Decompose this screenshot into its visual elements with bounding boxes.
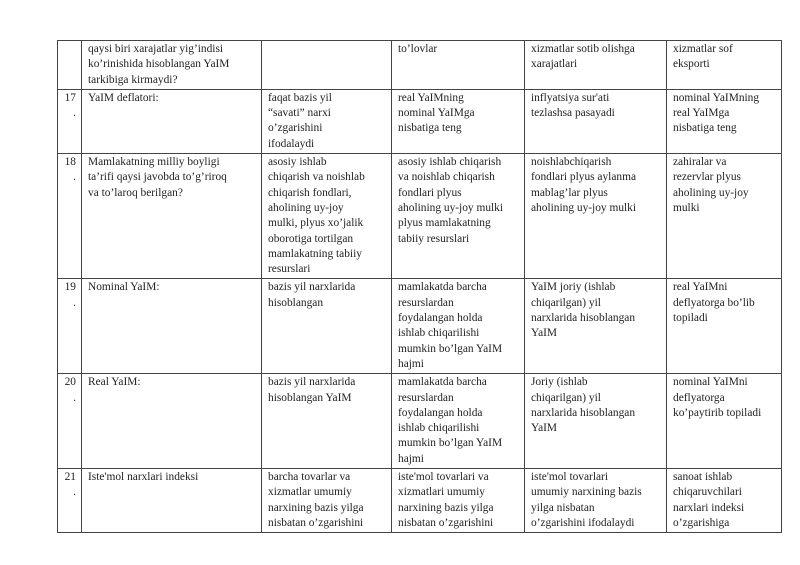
answer-option-c: iste'mol tovarlari umumiy narxining bazis yilga nisbatan o’zgarishini ifodalaydi	[525, 469, 667, 533]
answer-option-b: to’lovlar	[392, 41, 525, 90]
question-text: qaysi biri xarajatlar yig’indisi ko’rinishida hisoblangan YaIM tarkibiga kirmaydi?	[82, 41, 262, 90]
table-row	[58, 374, 782, 469]
question-text: Mamlakatning milliy boyligi ta’rifi qaysi javobda to’g’riroq va to’laroq berilgan?	[82, 154, 262, 279]
answer-option-c: YaIM joriy (ishlab chiqarilgan) yil narxlarida hisoblangan YaIM	[525, 279, 667, 374]
table-row	[58, 469, 782, 533]
answer-option-b: real YaIMning nominal YaIMga nisbatiga teng	[392, 89, 525, 153]
question-text: Nominal YaIM:	[82, 279, 262, 374]
question-number: 20.	[58, 374, 82, 469]
answer-option-b: mamlakatda barcha resurslardan foydalangan holda ishlab chiqarilishi mumkin bo’lgan YaIM hajmi	[392, 374, 525, 469]
answer-option-a: bazis yil narxlarida hisoblangan YaIM	[262, 374, 392, 469]
question-text: Iste'mol narxlari indeksi	[82, 469, 262, 533]
table-row	[58, 89, 782, 153]
answer-option-a: bazis yil narxlarida hisoblangan	[262, 279, 392, 374]
answer-option-a: asosiy ishlab chiqarish va noishlab chiqarish fondlari, aholining uy-joy mulki, plyus xo’jalik oborotiga tortilgan mamlakatning tabiiy resurslari	[262, 154, 392, 279]
table-row	[58, 41, 782, 90]
answer-option-a	[262, 41, 392, 90]
answer-option-d: sanoat ishlab chiqaruvchilari narxlari indeksi o’zgarishiga	[667, 469, 782, 533]
answer-option-d: xizmatlar sof eksporti	[667, 41, 782, 90]
question-table	[57, 40, 782, 533]
answer-option-d: zahiralar va rezervlar plyus aholining uy-joy mulki	[667, 154, 782, 279]
table-row	[58, 154, 782, 279]
answer-option-d: nominal YaIMni deflyatorga ko’paytirib topiladi	[667, 374, 782, 469]
question-text: Real YaIM:	[82, 374, 262, 469]
table-row	[58, 279, 782, 374]
answer-option-c: inflyatsiya sur'ati tezlashsa pasayadi	[525, 89, 667, 153]
answer-option-d: real YaIMni deflyatorga bo’lib topiladi	[667, 279, 782, 374]
question-number: 17.	[58, 89, 82, 153]
answer-option-c: xizmatlar sotib olishga xarajatlari	[525, 41, 667, 90]
answer-option-a: barcha tovarlar va xizmatlar umumiy narxining bazis yilga nisbatan o’zgarishini	[262, 469, 392, 533]
answer-option-b: mamlakatda barcha resurslardan foydalangan holda ishlab chiqarilishi mumkin bo’lgan YaIM hajmi	[392, 279, 525, 374]
answer-option-b: iste'mol tovarlari va xizmatlari umumiy narxining bazis yilga nisbatan o’zgarishini	[392, 469, 525, 533]
answer-option-d: nominal YaIMning real YaIMga nisbatiga teng	[667, 89, 782, 153]
answer-option-c: noishlabchiqarish fondlari plyus aylanma mablag’lar plyus aholining uy-joy mulki	[525, 154, 667, 279]
question-text: YaIM deflatori:	[82, 89, 262, 153]
answer-option-b: asosiy ishlab chiqarish va noishlab chiqarish fondlari plyus aholining uy-joy mulki plyus mamlakatning tabiiy resurslari	[392, 154, 525, 279]
question-number: 19.	[58, 279, 82, 374]
question-number: 18.	[58, 154, 82, 279]
answer-option-a: faqat bazis yil “savati” narxi o’zgarishini ifodalaydi	[262, 89, 392, 153]
question-number	[58, 41, 82, 90]
question-number: 21.	[58, 469, 82, 533]
answer-option-c: Joriy (ishlab chiqarilgan) yil narxlarida hisoblangan YaIM	[525, 374, 667, 469]
